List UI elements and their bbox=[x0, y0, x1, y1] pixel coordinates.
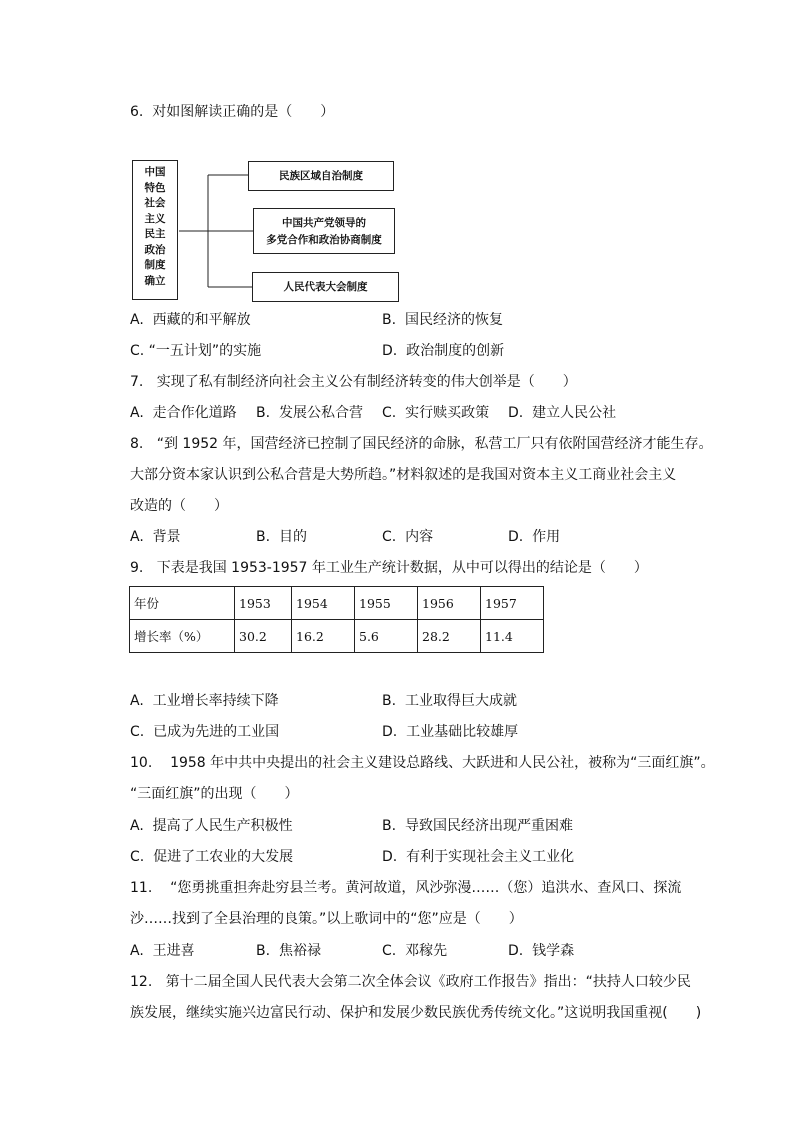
question-9-stem: 9. 下表是我国 1953-1957 年工业生产统计数据，从中可以得出的结论是（ ） bbox=[130, 560, 648, 576]
question-8-option-b: B. 目的 bbox=[256, 529, 307, 545]
question-9-option-d: D. 工业基础比较雄厚 bbox=[382, 724, 519, 740]
question-8-option-d: D. 作用 bbox=[508, 529, 561, 545]
question-10-option-c: C. 促进了工农业的大发展 bbox=[130, 849, 294, 865]
question-7-option-b: B. 发展公私合营 bbox=[256, 405, 363, 421]
question-8-line-3: 改造的（ ） bbox=[130, 498, 228, 514]
question-6-option-d: D. 政治制度的创新 bbox=[382, 343, 505, 359]
question-9-option-c: C. 已成为先进的工业国 bbox=[130, 724, 280, 740]
table-year-1954: 1954 bbox=[292, 587, 355, 620]
question-8-option-a: A. 背景 bbox=[130, 529, 181, 545]
diagram-root-line-4: 主义 bbox=[144, 212, 166, 225]
question-11-option-c: C. 邓稼先 bbox=[382, 943, 448, 959]
question-6-option-c: C. “一五计划”的实施 bbox=[130, 343, 262, 359]
question-11-option-b: B. 焦裕禄 bbox=[256, 943, 321, 959]
question-8-line-2: 大部分资本家认识到公私合营是大势所趋。”材料叙述的是我国对资本主义工商业社会主义 bbox=[130, 467, 677, 483]
question-6-option-a: A. 西藏的和平解放 bbox=[130, 312, 251, 328]
question-9-option-b: B. 工业取得巨大成就 bbox=[382, 693, 517, 709]
question-8-option-c: C. 内容 bbox=[382, 529, 434, 545]
question-10-line-2: “三面红旗”的出现（ ） bbox=[130, 786, 299, 802]
table-rate-1957: 11.4 bbox=[481, 620, 544, 653]
diagram-root-line-5: 民主 bbox=[144, 228, 166, 240]
question-12-line-2: 族发展，继续实施兴边富民行动、保护和发展少数民族优秀传统文化。”这说明我国重视( ) bbox=[130, 1005, 702, 1021]
diagram-box-multiparty-cooperation bbox=[253, 208, 395, 254]
table-rate-1955: 5.6 bbox=[355, 620, 418, 653]
question-8-line-1: 8. “到 1952 年，国营经济已控制了国民经济的命脉，私营工厂只有依附国营经济才能生存。 bbox=[130, 436, 713, 452]
question-11-option-a: A. 王进喜 bbox=[130, 943, 195, 959]
question-7-option-c: C. 实行赎买政策 bbox=[382, 405, 490, 421]
diagram-root-line-8: 确立 bbox=[144, 274, 166, 287]
diagram-box-multiparty-line-1: 中国共产党领导的 bbox=[282, 217, 366, 229]
diagram-root-line-2: 特色 bbox=[144, 181, 166, 194]
industrial-growth-table bbox=[129, 586, 544, 653]
question-10-option-b: B. 导致国民经济出现严重困难 bbox=[382, 818, 573, 834]
question-11-line-2: 沙……找到了全县治理的良策。”以上歌词中的“您”应是（ ） bbox=[130, 911, 523, 927]
question-6-option-b: B. 国民经济的恢复 bbox=[382, 312, 503, 328]
question-11-option-d: D. 钱学森 bbox=[508, 943, 575, 959]
table-year-1955: 1955 bbox=[355, 587, 418, 620]
diagram-box-peoples-congress: 人民代表大会制度 bbox=[252, 272, 399, 302]
question-11-line-1: 11. “您勇挑重担奔赴穷县兰考。黄河故道，风沙弥漫……（您）追洪水、查风口、探流 bbox=[130, 880, 682, 896]
table-year-1957: 1957 bbox=[481, 587, 544, 620]
table-year-1956: 1956 bbox=[418, 587, 481, 620]
table-rate-1954: 16.2 bbox=[292, 620, 355, 653]
question-7-option-a: A. 走合作化道路 bbox=[130, 405, 237, 421]
table-rate-1956: 28.2 bbox=[418, 620, 481, 653]
diagram-root-line-1: 中国 bbox=[144, 166, 166, 178]
table-row-years bbox=[130, 587, 544, 620]
question-7-option-d: D. 建立人民公社 bbox=[508, 405, 617, 421]
question-6-stem: 6. 对如图解读正确的是（ ） bbox=[130, 104, 335, 120]
diagram-root-line-6: 政治 bbox=[144, 243, 166, 256]
table-header-rate: 增长率（%） bbox=[130, 620, 235, 653]
question-12-line-1: 12. 第十二届全国人民代表大会第二次全体会议《政府工作报告》指出：“扶持人口较少民 bbox=[130, 974, 691, 990]
question-10-line-1: 10. 1958 年中共中央提出的社会主义建设总路线、大跃进和人民公社，被称为“三面红旗”。 bbox=[130, 755, 715, 771]
diagram-root-box bbox=[132, 160, 178, 300]
question-10-option-d: D. 有利于实现社会主义工业化 bbox=[382, 849, 575, 865]
question-9-option-a: A. 工业增长率持续下降 bbox=[130, 693, 279, 709]
diagram-root-line-3: 社会 bbox=[144, 197, 166, 209]
table-row-rates bbox=[130, 620, 544, 653]
table-header-year: 年份 bbox=[130, 587, 235, 620]
question-7-stem: 7. 实现了私有制经济向社会主义公有制经济转变的伟大创举是（ ） bbox=[130, 374, 577, 390]
question-10-option-a: A. 提高了人民生产积极性 bbox=[130, 818, 293, 834]
diagram-box-ethnic-autonomy: 民族区域自治制度 bbox=[248, 161, 394, 191]
table-year-1953: 1953 bbox=[235, 587, 292, 620]
diagram-root-line-7: 制度 bbox=[144, 259, 166, 271]
table-rate-1953: 30.2 bbox=[235, 620, 292, 653]
diagram-box-multiparty-line-2: 多党合作和政治协商制度 bbox=[266, 234, 382, 246]
